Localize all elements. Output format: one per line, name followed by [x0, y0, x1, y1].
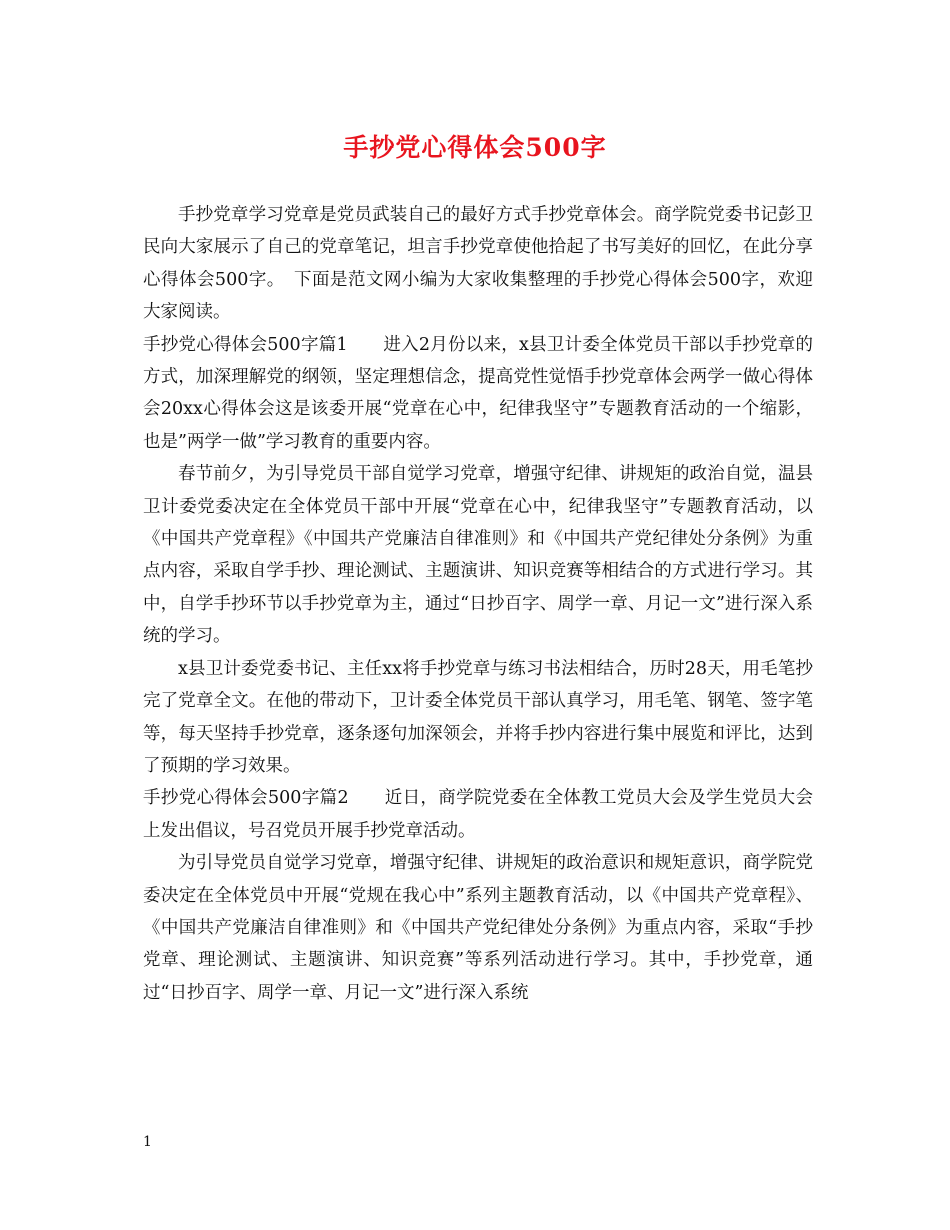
document-body [143, 199, 813, 1009]
paragraph-calligraphy: x县卫计委党委书记、主任xx将手抄党章与练习书法相结合，历时28天，用毛笔抄完了党章全文。在他的带动下，卫计委全体党员干部认真学习，用毛笔、钢笔、签字笔等，每天坚持手抄党章，逐条逐句加深领会，并将手抄内容进行集中展览和评比，达到了预期的学习效果。 [143, 658, 813, 776]
paragraph-part2-heading: 手抄党心得体会500字篇2 近日，商学院党委在全体教工党员大会及学生党员大会上发出倡议，号召党员开展手抄党章活动。 [143, 788, 813, 841]
document-title: 手抄党心得体会500字 [343, 133, 607, 162]
page-number: 1 [143, 1134, 152, 1150]
paragraph-part1-heading: 手抄党心得体会500字篇1 进入2月份以来，x县卫计委全体党员干部以手抄党章的方式，加深理解党的纲领，坚定理想信念，提高党性觉悟手抄党章体会两学一做心得体会20xx心得体会这是该委开展“党章在心中，纪律我坚守”专题教育活动的一个缩影，也是”两学一做”学习教育的重要内容。 [143, 334, 813, 452]
paragraph-intro: 手抄党章学习党章是党员武装自己的最好方式手抄党章体会。商学院党委书记彭卫民向大家展示了自己的党章笔记，坦言手抄党章使他拾起了书写美好的回忆，在此分享心得体会500字。 下面是范文网小编为大家收集整理的手抄党心得体会500字，欢迎大家阅读。 [143, 205, 813, 323]
paragraph-business-school: 为引导党员自觉学习党章，增强守纪律、讲规矩的政治意识和规矩意识，商学院党委决定在全体党员中开展“党规在我心中”系列主题教育活动，以《中国共产党章程》、《中国共产党廉洁自律准则》和《中国共产党纪律处分条例》为重点内容，采取“手抄党章、理论测试、主题演讲、知识竞赛”等系列活动进行学习。其中，手抄党章，通过“日抄百字、周学一章、月记一文”进行深入系统 [143, 853, 813, 1003]
paragraph-spring-festival: 春节前夕，为引导党员干部自觉学习党章，增强守纪律、讲规矩的政治自觉，温县卫计委党委决定在全体党员干部中开展“党章在心中，纪律我坚守”专题教育活动，以《中国共产党章程》《中国共产党廉洁自律准则》和《中国共产党纪律处分条例》为重点内容，采取自学手抄、理论测试、主题演讲、知识竞赛等相结合的方式进行学习。其中，自学手抄环节以手抄党章为主，通过“日抄百字、周学一章、月记一文”进行深入系统的学习。 [143, 464, 813, 647]
